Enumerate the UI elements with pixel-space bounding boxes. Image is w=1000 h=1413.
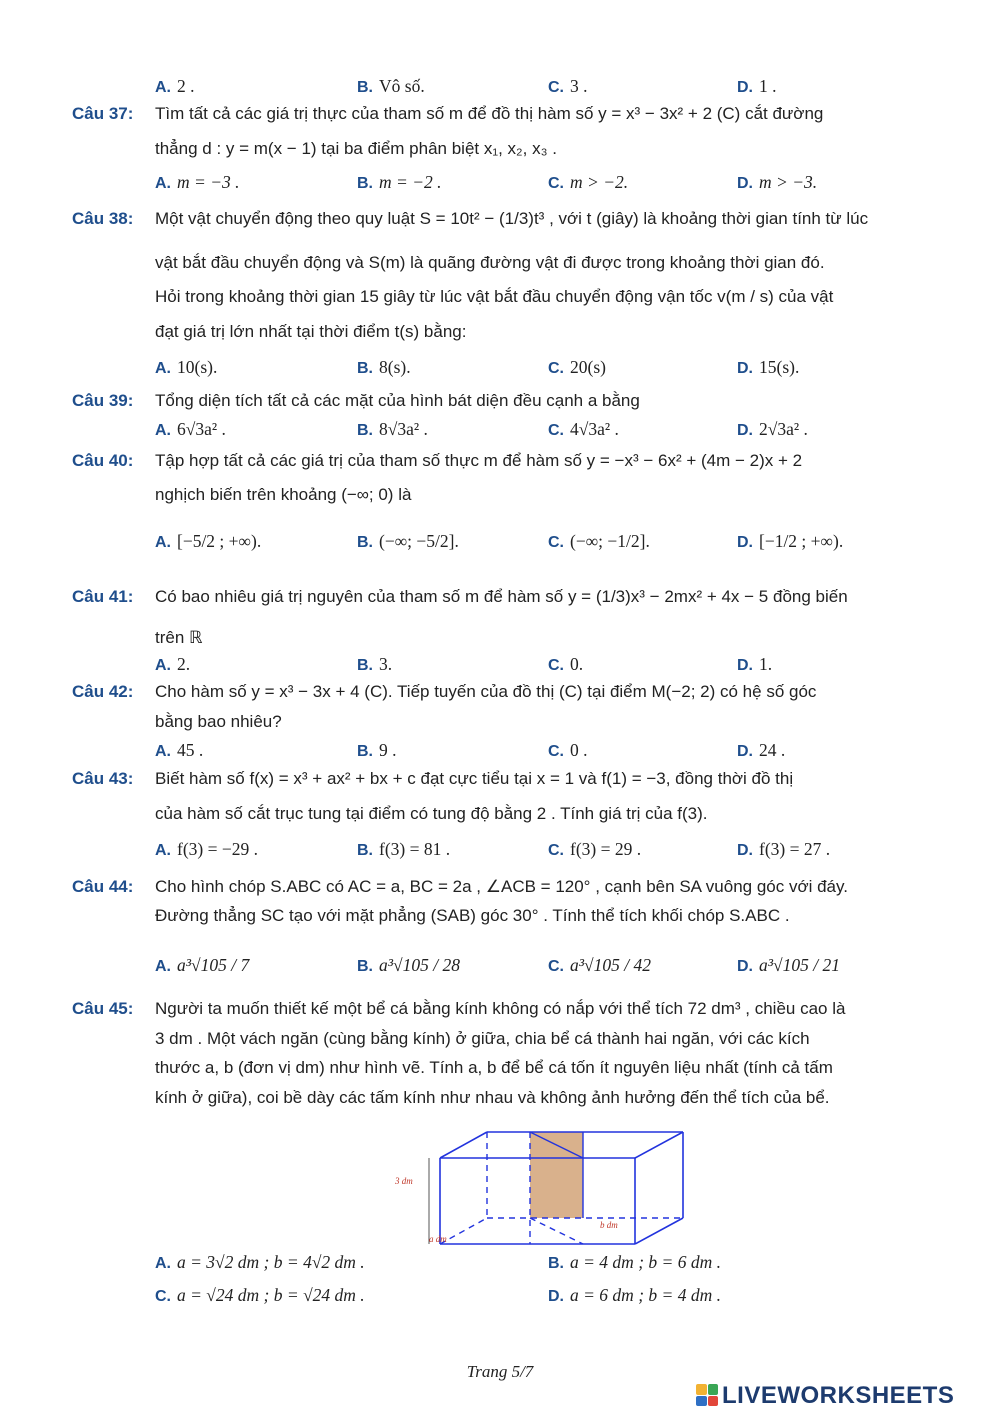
q38-text-line4: đạt giá trị lớn nhất tại thời điểm t(s) bằng: bbox=[155, 322, 467, 341]
q42-text-line1: Cho hàm số y = x³ − 3x + 4 (C). Tiếp tuyến của đồ thị (C) tại điểm M(−2; 2) có hệ số góc bbox=[155, 682, 817, 701]
q38-text-line2: vật bắt đầu chuyển động và S(m) là quãng đường vật đi được trong khoảng thời gian đó. bbox=[155, 253, 825, 272]
q45-option-b[interactable]: B. a = 4 dm ; b = 6 dm . bbox=[548, 1252, 721, 1272]
q36-option-a[interactable]: A. 2 . bbox=[155, 76, 195, 96]
q43-option-b[interactable]: B. f(3) = 81 . bbox=[357, 839, 451, 859]
q37-label: Câu 37: bbox=[72, 104, 134, 123]
q43-text-line1: Biết hàm số f(x) = x³ + ax² + bx + c đạt cực tiểu tại x = 1 và f(1) = −3, đồng thời đồ thị bbox=[155, 769, 794, 788]
q36-option-b[interactable]: B. Vô số. bbox=[357, 76, 425, 96]
fish-tank-diagram bbox=[395, 1120, 700, 1245]
page-number: Trang 5/7 bbox=[466, 1362, 534, 1381]
liveworksheets-icon bbox=[696, 1384, 718, 1406]
q45-text-line4: kính ở giữa), coi bề dày các tấm kính như nhau và không ảnh hưởng đến thể tích của bể. bbox=[155, 1088, 830, 1107]
q45-text-line1: Người ta muốn thiết kế một bể cá bằng kính không có nắp với thể tích 72 dm³ , chiều cao là bbox=[155, 999, 846, 1018]
q41-text-line2: trên ℝ bbox=[155, 628, 203, 647]
q37-text-line1: Tìm tất cả các giá trị thực của tham số m để đồ thị hàm số y = x³ − 3x² + 2 (C) cắt đường bbox=[155, 104, 824, 123]
q41-label: Câu 41: bbox=[72, 587, 134, 606]
q39-option-b[interactable]: B. 8√3a² . bbox=[357, 419, 428, 439]
q45-text-line3: thước a, b (đơn vị dm) như hình vẽ. Tính a, b để bể cá tốn ít nguyên liệu nhất (tính cả tấm bbox=[155, 1058, 833, 1077]
q40-option-c[interactable]: C. (−∞; −1/2]. bbox=[548, 531, 650, 551]
q37-option-c[interactable]: C. m > −2. bbox=[548, 172, 629, 192]
q39-option-a[interactable]: A. 6√3a² . bbox=[155, 419, 226, 439]
q38-option-d[interactable]: D. 15(s). bbox=[737, 357, 800, 377]
q41-option-a[interactable]: A. 2. bbox=[155, 654, 191, 674]
q44-option-d[interactable]: D. a³√105 / 21 bbox=[737, 955, 840, 975]
q45-label: Câu 45: bbox=[72, 999, 134, 1018]
q45-text-line2: 3 dm . Một vách ngăn (cùng bằng kính) ở giữa, chia bể cá thành hai ngăn, với các kích bbox=[155, 1029, 810, 1048]
q39-label: Câu 39: bbox=[72, 391, 134, 410]
q40-option-d[interactable]: D. [−1/2 ; +∞). bbox=[737, 531, 844, 551]
q43-option-a[interactable]: A. f(3) = −29 . bbox=[155, 839, 258, 859]
q42-text-line2: bằng bao nhiêu? bbox=[155, 712, 282, 731]
q40-text-line2: nghịch biến trên khoảng (−∞; 0) là bbox=[155, 485, 412, 504]
q38-label: Câu 38: bbox=[72, 209, 134, 228]
q42-option-c[interactable]: C. 0 . bbox=[548, 740, 588, 760]
q40-option-a[interactable]: A. [−5/2 ; +∞). bbox=[155, 531, 262, 551]
q38-text-line3: Hỏi trong khoảng thời gian 15 giây từ lúc vật bắt đầu chuyển động vận tốc v(m / s) của vật bbox=[155, 287, 834, 306]
q40-option-b[interactable]: B. (−∞; −5/2]. bbox=[357, 531, 459, 551]
q39-option-c[interactable]: C. 4√3a² . bbox=[548, 419, 619, 439]
q43-option-d[interactable]: D. f(3) = 27 . bbox=[737, 839, 831, 859]
q40-label: Câu 40: bbox=[72, 451, 134, 470]
q40-text-line1: Tập hợp tất cả các giá trị của tham số thực m để hàm số y = −x³ − 6x² + (4m − 2)x + 2 bbox=[155, 451, 803, 470]
q39-option-d[interactable]: D. 2√3a² . bbox=[737, 419, 808, 439]
q44-label: Câu 44: bbox=[72, 877, 134, 896]
q44-option-a[interactable]: A. a³√105 / 7 bbox=[155, 955, 250, 975]
q37-text-line2: thẳng d : y = m(x − 1) tại ba điểm phân biệt x₁, x₂, x₃ . bbox=[155, 139, 557, 158]
q44-option-c[interactable]: C. a³√105 / 42 bbox=[548, 955, 651, 975]
height-label: 3 dm bbox=[395, 1176, 413, 1186]
q43-option-c[interactable]: C. f(3) = 29 . bbox=[548, 839, 642, 859]
q38-option-a[interactable]: A. 10(s). bbox=[155, 357, 218, 377]
q37-option-a[interactable]: A. m = −3 . bbox=[155, 172, 240, 192]
q36-option-c[interactable]: C. 3 . bbox=[548, 76, 588, 96]
q42-label: Câu 42: bbox=[72, 682, 134, 701]
q45-option-d[interactable]: D. a = 6 dm ; b = 4 dm . bbox=[548, 1285, 721, 1305]
q41-option-d[interactable]: D. 1. bbox=[737, 654, 773, 674]
q38-option-b[interactable]: B. 8(s). bbox=[357, 357, 411, 377]
q39-text-line1: Tổng diện tích tất cả các mặt của hình bát diện đều cạnh a bằng bbox=[155, 391, 640, 410]
q42-option-a[interactable]: A. 45 . bbox=[155, 740, 204, 760]
q42-option-d[interactable]: D. 24 . bbox=[737, 740, 786, 760]
q45-option-a[interactable]: A. a = 3√2 dm ; b = 4√2 dm . bbox=[155, 1252, 365, 1272]
q44-text-line1: Cho hình chóp S.ABC có AC = a, BC = 2a , ∠ACB = 120° , cạnh bên SA vuông góc với đáy. bbox=[155, 877, 848, 896]
q37-option-b[interactable]: B. m = −2 . bbox=[357, 172, 442, 192]
q44-option-b[interactable]: B. a³√105 / 28 bbox=[357, 955, 460, 975]
q41-option-b[interactable]: B. 3. bbox=[357, 654, 393, 674]
a-label: a dm bbox=[429, 1234, 447, 1244]
brand-name: LIVEWORKSHEETS bbox=[722, 1382, 955, 1409]
q38-text-line1: Một vật chuyển động theo quy luật S = 10t² − (1/3)t³ , với t (giây) là khoảng thời gian tính từ lúc bbox=[155, 209, 869, 228]
q42-option-b[interactable]: B. 9 . bbox=[357, 740, 397, 760]
b-label: b dm bbox=[600, 1220, 618, 1230]
q43-text-line2: của hàm số cắt trục tung tại điểm có tung độ bằng 2 . Tính giá trị của f(3). bbox=[155, 804, 708, 823]
q41-option-c[interactable]: C. 0. bbox=[548, 654, 584, 674]
q36-option-d[interactable]: D. 1 . bbox=[737, 76, 777, 96]
q37-option-d[interactable]: D. m > −3. bbox=[737, 172, 818, 192]
q41-text-line1: Có bao nhiêu giá trị nguyên của tham số m để hàm số y = (1/3)x³ − 2mx² + 4x − 5 đồng biến bbox=[155, 587, 848, 606]
q43-label: Câu 43: bbox=[72, 769, 134, 788]
q38-option-c[interactable]: C. 20(s) bbox=[548, 357, 606, 377]
q45-option-c[interactable]: C. a = √24 dm ; b = √24 dm . bbox=[155, 1285, 365, 1305]
liveworksheets-logo[interactable] bbox=[696, 1380, 996, 1410]
q44-text-line2: Đường thẳng SC tạo với mặt phẳng (SAB) góc 30° . Tính thể tích khối chóp S.ABC . bbox=[155, 906, 790, 925]
